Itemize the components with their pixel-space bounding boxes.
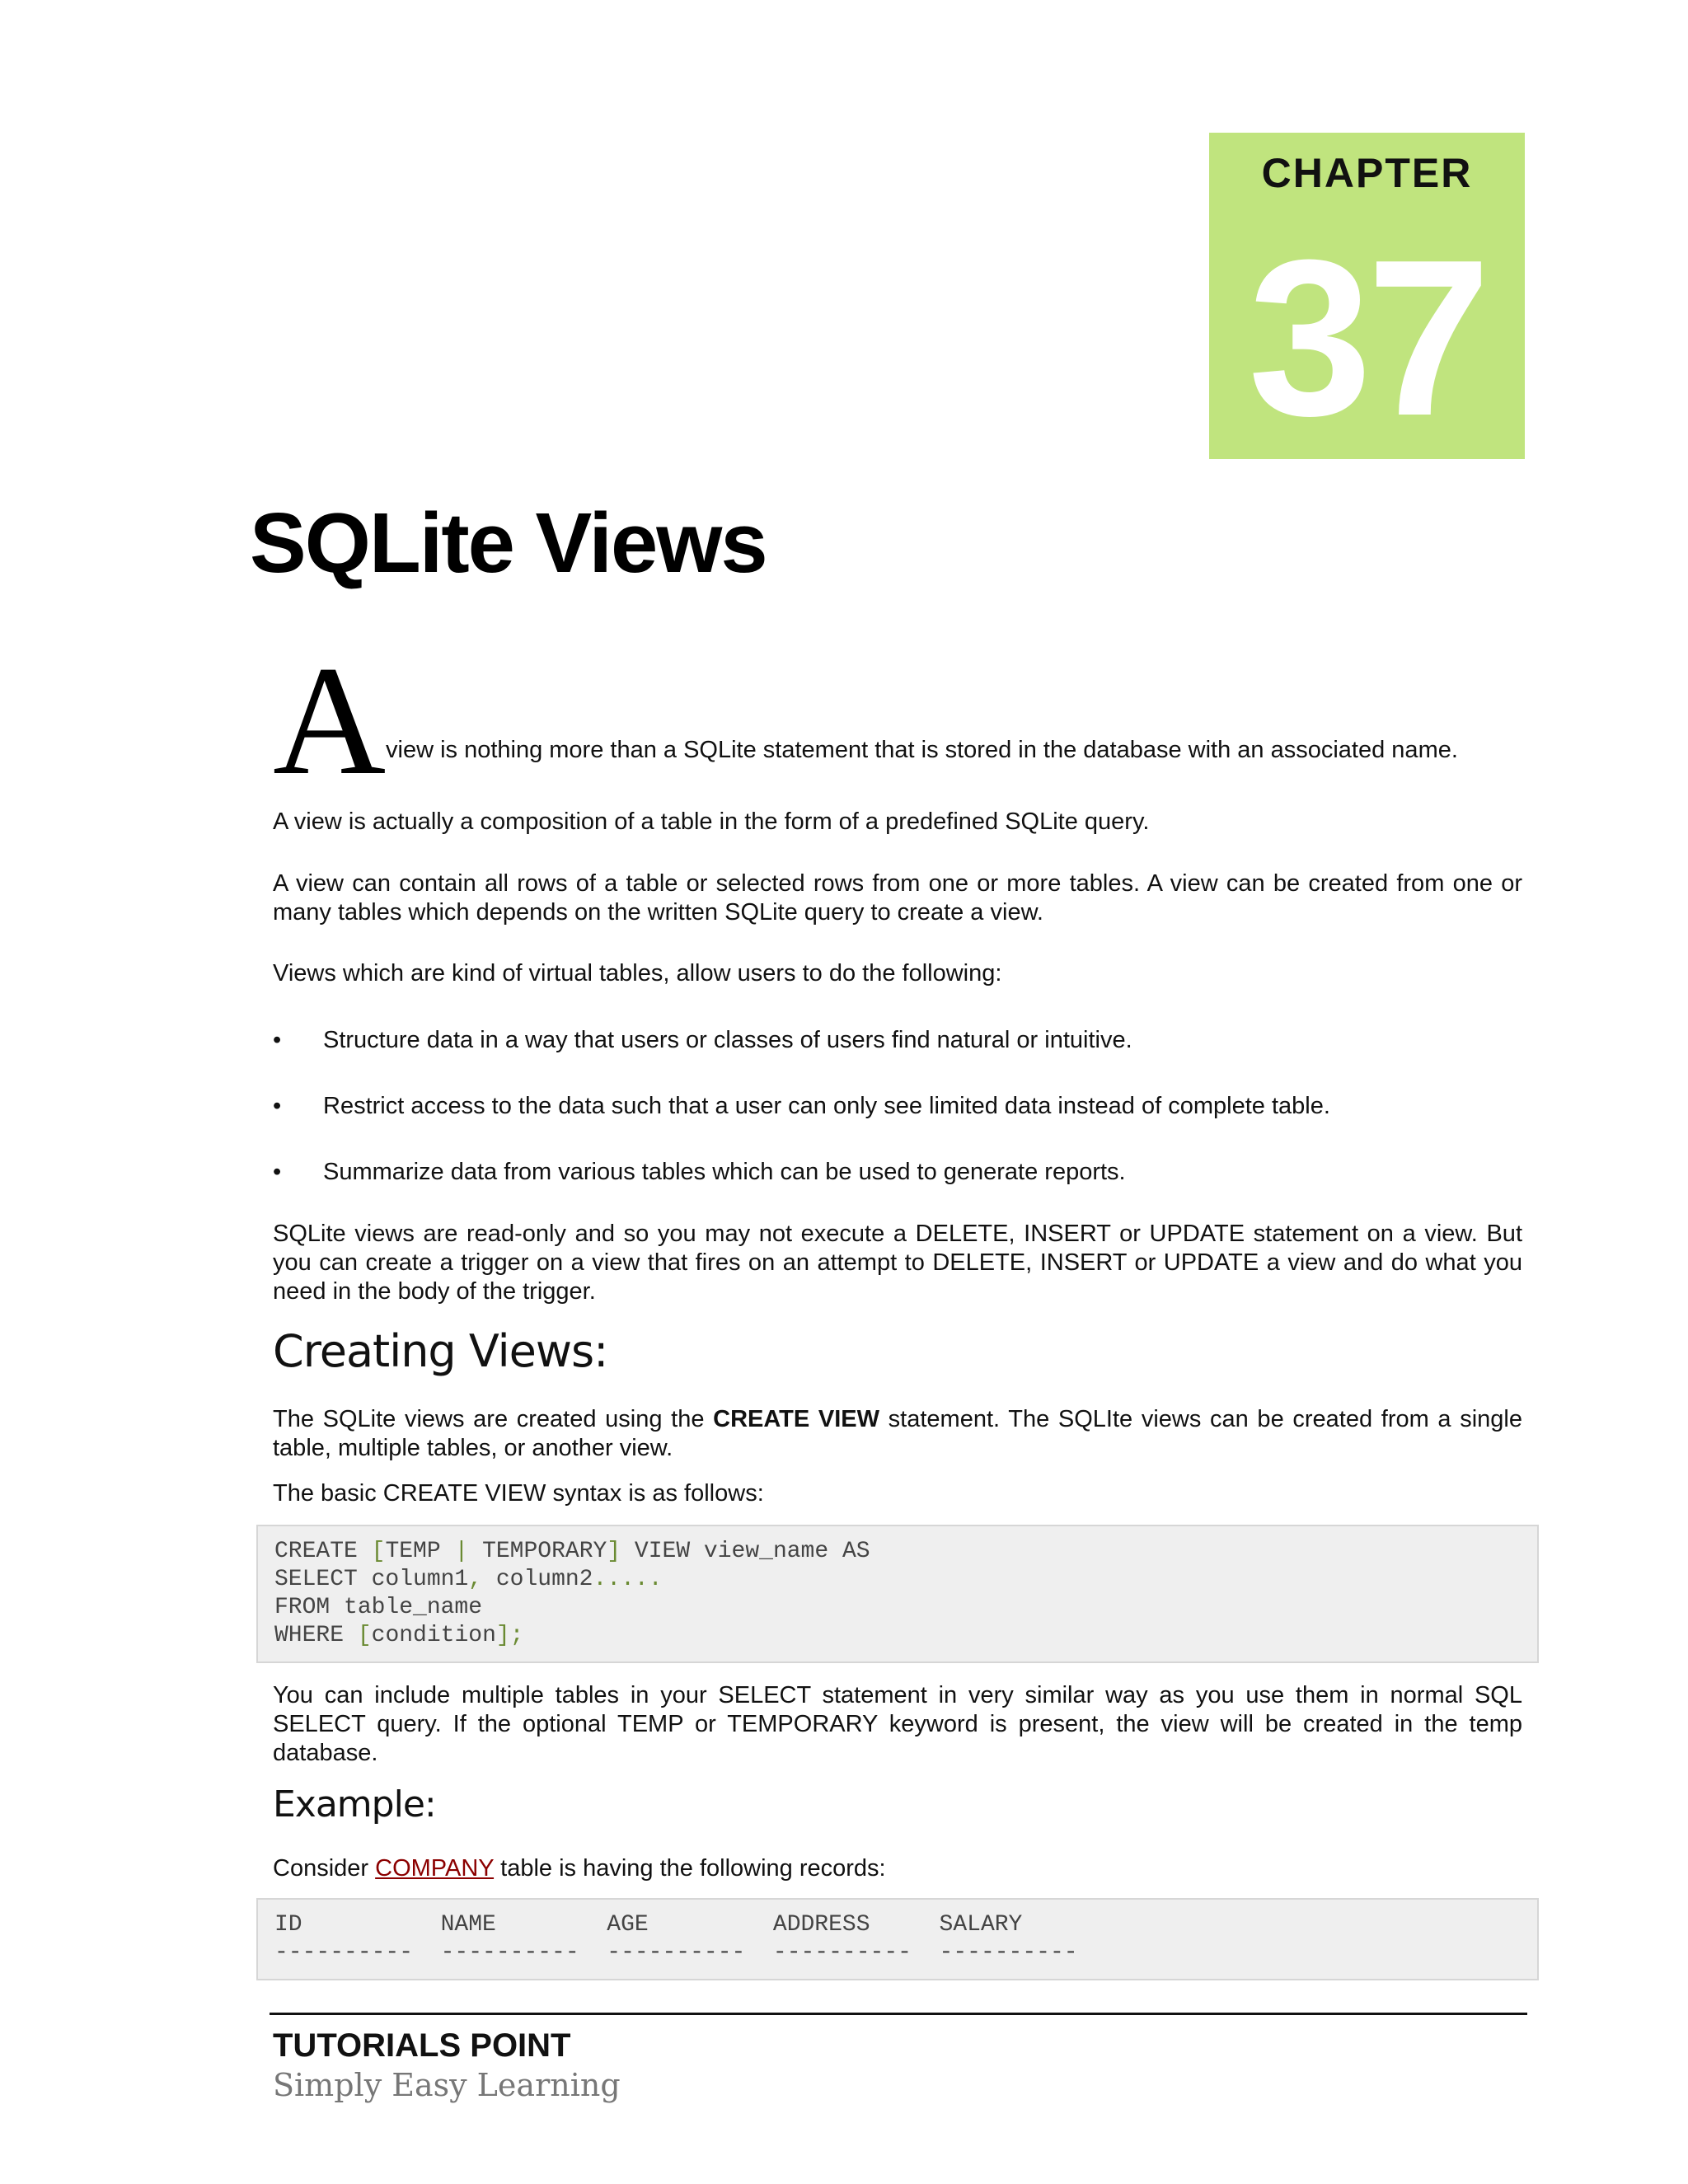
- code-block-syntax: [256, 1525, 1539, 1663]
- code-token: ,: [468, 1567, 483, 1592]
- section-heading-example: Example:: [273, 1783, 436, 1825]
- paragraph-text: SQLite views are read-only and so you may not execute a DELETE, INSERT or UPDATE statement on a view. But you can create a trigger on a view that fires on an attempt to DELETE, INSERT or UPDATE a view and do what you need in the body of the trigger.: [273, 1221, 1522, 1305]
- list-item-text: Summarize data from various tables which can be used to generate reports.: [323, 1159, 1126, 1185]
- chapter-label: CHAPTER: [1261, 150, 1473, 196]
- paragraph-text: [273, 1405, 1522, 1463]
- page-title: SQLite Views: [250, 495, 767, 590]
- text-run: statement. The SQLIte views can be created from a single table, multiple tables, or another view.: [273, 1406, 1523, 1461]
- code-token: CREATE: [274, 1539, 372, 1564]
- keyword-bold: CREATE VIEW: [713, 1406, 880, 1432]
- chapter-number: 37: [1248, 214, 1486, 462]
- code-token: [: [357, 1623, 372, 1648]
- code-token: column2: [482, 1567, 593, 1592]
- table-header-row: ID NAME AGE ADDRESS SALARY: [274, 1912, 1023, 1938]
- code-token: SELECT column1: [274, 1567, 469, 1592]
- code-token: FROM table_name: [274, 1595, 483, 1620]
- paragraph-text: A view is actually a composition of a table in the form of a predefined SQLite query.: [273, 808, 1150, 835]
- footer-tagline: Simply Easy Learning: [273, 2067, 621, 2103]
- code-block-table: [256, 1898, 1539, 1980]
- list-item-text: Restrict access to the data such that a user can only see limited data instead of complete table.: [323, 1093, 1330, 1119]
- code-token: TEMP: [385, 1539, 455, 1564]
- paragraph-text: The basic CREATE VIEW syntax is as follows:: [273, 1480, 764, 1507]
- text-run: Consider: [273, 1855, 376, 1882]
- code-token: |: [454, 1539, 469, 1564]
- code-token: condition: [371, 1623, 496, 1648]
- code-token: ]: [607, 1539, 621, 1564]
- bullet-icon: •: [273, 1027, 282, 1053]
- text-run: table is having the following records:: [494, 1855, 886, 1882]
- paragraph-text: Views which are kind of virtual tables, allow users to do the following:: [273, 960, 1002, 987]
- intro-first-text: view is nothing more than a SQLite statement that is stored in the database with an associated name.: [386, 737, 1458, 763]
- code-token: [: [371, 1539, 386, 1564]
- intro-paragraph-3: [273, 869, 1522, 927]
- readonly-paragraph: [273, 1220, 1522, 1306]
- creating-paragraph-1: [273, 1405, 1522, 1463]
- code-token: ];: [495, 1623, 524, 1648]
- paragraph-text: [273, 1854, 1522, 1883]
- code-token: TEMPORARY: [468, 1539, 607, 1564]
- text-run: The SQLite views are created using the: [273, 1406, 714, 1432]
- chapter-badge: [1209, 133, 1525, 462]
- section-heading-creating-views: Creating Views:: [273, 1325, 608, 1377]
- table-header-rule: ---------- ---------- ---------- ---------- ----------: [274, 1940, 1078, 1966]
- example-paragraph: [273, 1854, 1522, 1883]
- drop-cap: A: [273, 635, 387, 808]
- creating-paragraph-3: [273, 1681, 1522, 1768]
- code-token: WHERE: [274, 1623, 358, 1648]
- footer-brand: TUTORIALS POINT: [273, 2027, 571, 2064]
- code-token: .....: [593, 1567, 663, 1592]
- intro-paragraph-2: [273, 808, 1522, 837]
- creating-paragraph-2: [273, 1479, 1522, 1508]
- paragraph-text: A view can contain all rows of a table or selected rows from one or more tables. A view can be created from one or many tables which depends on the written SQLite query to create a view.: [273, 870, 1522, 926]
- code-token: VIEW view_name AS: [621, 1539, 870, 1564]
- intro-paragraph-4: [273, 959, 1522, 988]
- footer-divider: [270, 2013, 1527, 2015]
- company-link[interactable]: COMPANY: [375, 1855, 495, 1882]
- bullet-icon: •: [273, 1093, 282, 1119]
- bullet-icon: •: [273, 1159, 282, 1185]
- list-item-text: Structure data in a way that users or classes of users find natural or intuitive.: [323, 1027, 1132, 1053]
- paragraph-text: You can include multiple tables in your SELECT statement in very similar way as you use them in normal SQL SELECT query. If the optional TEMP or TEMPORARY keyword is present, the view will be created in the temp database.: [273, 1682, 1522, 1766]
